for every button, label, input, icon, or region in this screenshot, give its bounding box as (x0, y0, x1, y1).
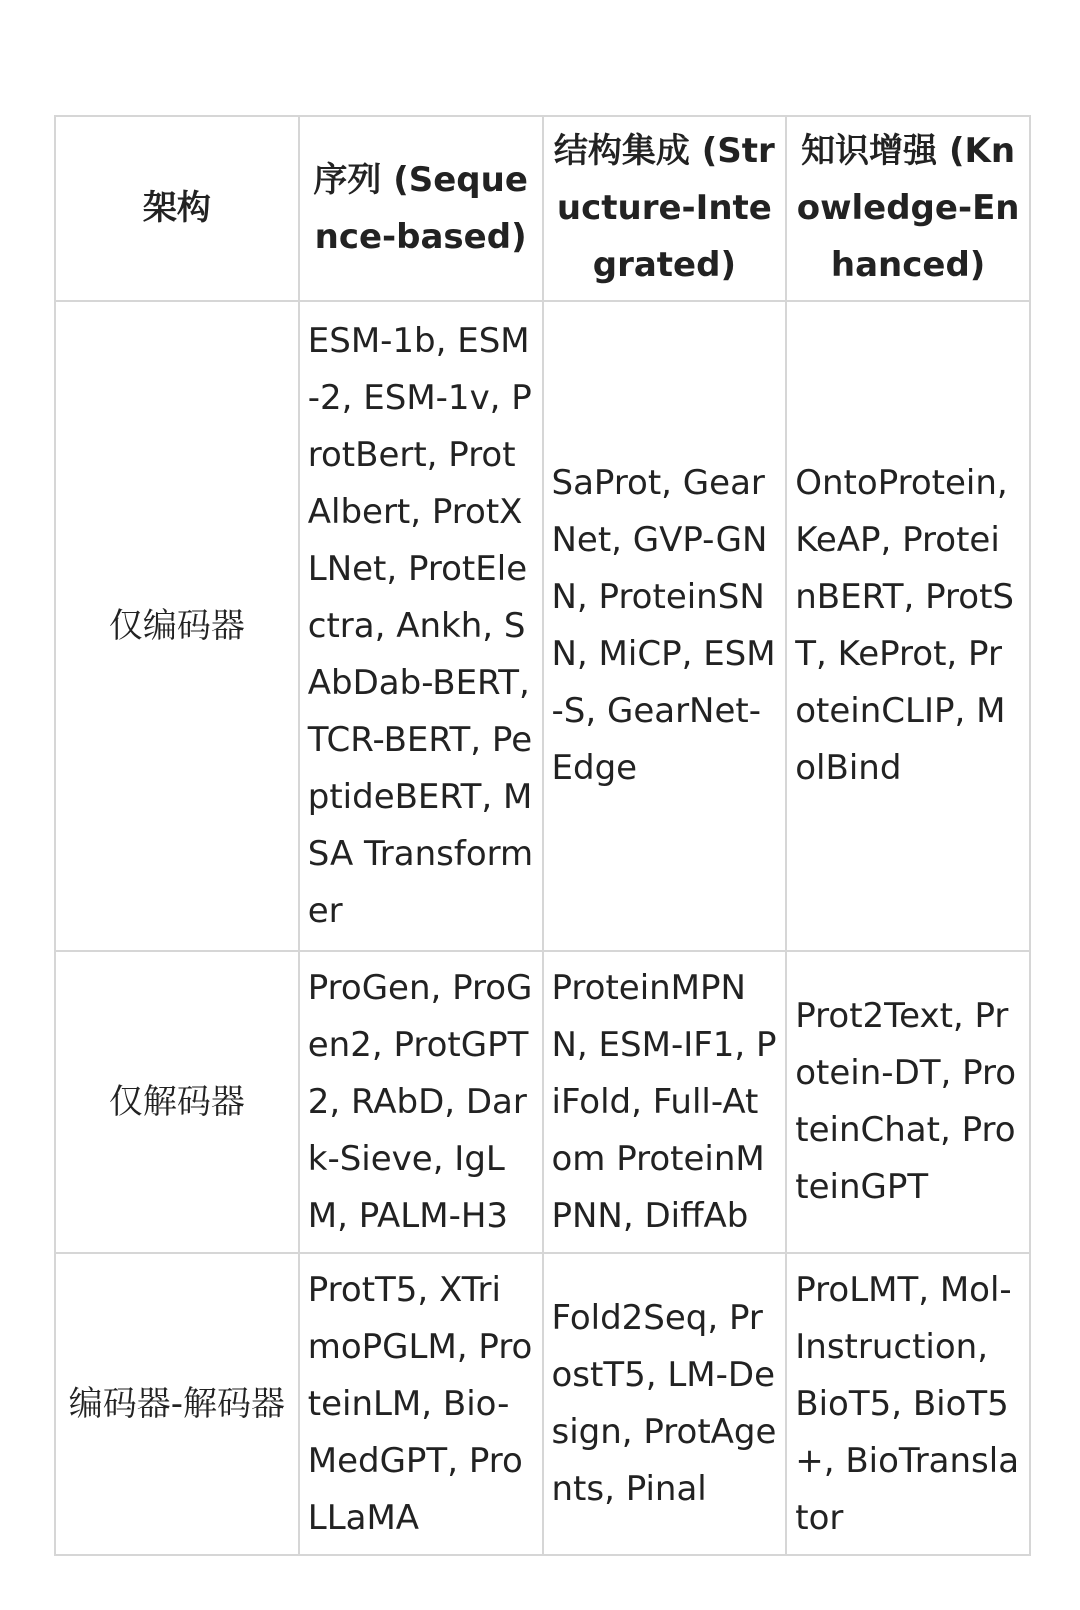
structure-models-cell: SaProt, GearNet, GVP-GNN, ProteinSNN, MiCP, ESM-S, GearNet-Edge (543, 301, 787, 951)
header-architecture: 架构 (55, 116, 299, 301)
sequence-models-cell: ESM-1b, ESM-2, ESM-1v, ProtBert, ProtAlbert, ProtXLNet, ProtElectra, Ankh, SAbDab-BERT, TCR-BERT, PeptideBERT, MSA Transformer (299, 301, 543, 951)
table-header-row (55, 116, 1030, 301)
knowledge-models-cell: ProLMT, Mol-Instruction, BioT5, BioT5+, BioTranslator (786, 1253, 1030, 1555)
table-row (55, 951, 1030, 1253)
model-taxonomy-table-container (54, 115, 1029, 1556)
header-sequence-based: 序列 (Sequence-based) (299, 116, 543, 301)
structure-models-cell: Fold2Seq, ProstT5, LM-Design, ProtAgents, Pinal (543, 1253, 787, 1555)
model-taxonomy-table (54, 115, 1031, 1556)
sequence-models-cell: ProtT5, XTrimoPGLM, ProteinLM, Bio-MedGPT, ProLLaMA (299, 1253, 543, 1555)
table-row (55, 1253, 1030, 1555)
header-knowledge-enhanced: 知识增强 (Knowledge-Enhanced) (786, 116, 1030, 301)
header-structure-integrated: 结构集成 (Structure-Integrated) (543, 116, 787, 301)
architecture-cell: 仅解码器 (55, 951, 299, 1253)
architecture-cell: 仅编码器 (55, 301, 299, 951)
table-row (55, 301, 1030, 951)
structure-models-cell: ProteinMPNN, ESM-IF1, PiFold, Full-Atom ProteinMPNN, DiffAb (543, 951, 787, 1253)
sequence-models-cell: ProGen, ProGen2, ProtGPT2, RAbD, Dark-Sieve, IgLM, PALM-H3 (299, 951, 543, 1253)
knowledge-models-cell: OntoProtein, KeAP, ProteinBERT, ProtST, KeProt, ProteinCLIP, MolBind (786, 301, 1030, 951)
architecture-cell: 编码器-解码器 (55, 1253, 299, 1555)
knowledge-models-cell: Prot2Text, Protein-DT, ProteinChat, ProteinGPT (786, 951, 1030, 1253)
